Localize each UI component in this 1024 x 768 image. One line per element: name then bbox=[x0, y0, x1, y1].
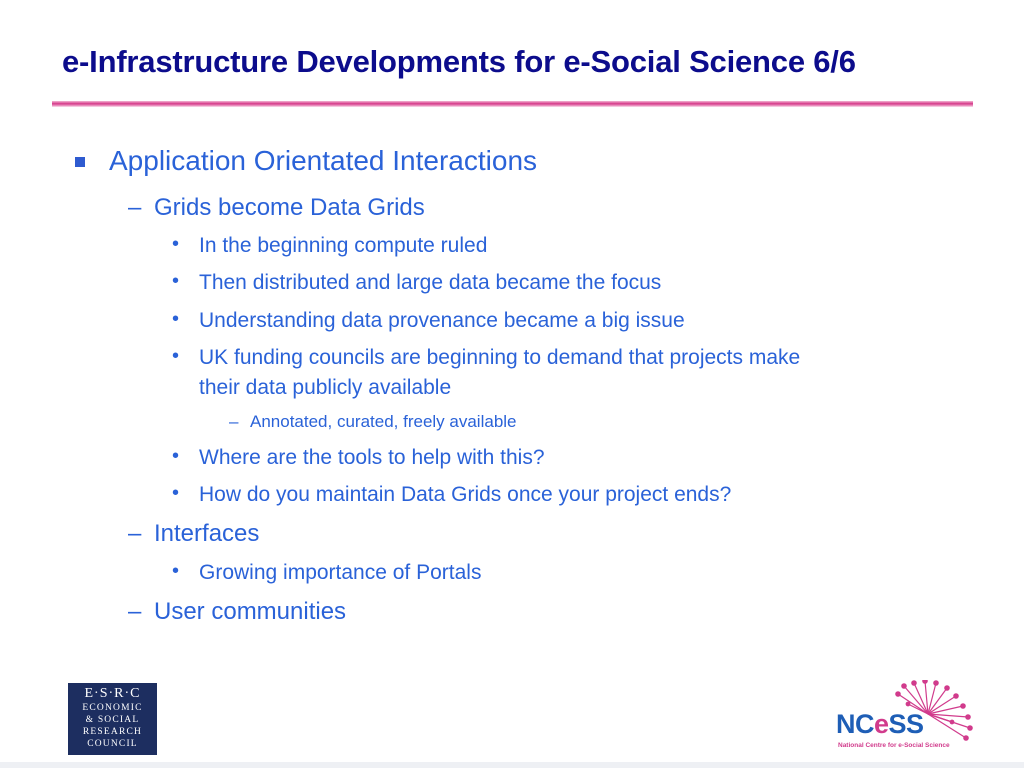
dot-marker: • bbox=[172, 233, 180, 255]
dot-marker: • bbox=[172, 308, 180, 330]
esrc-logo-line3: & SOCIAL bbox=[85, 715, 140, 725]
esrc-logo-line1: E·S·R·C bbox=[84, 686, 141, 701]
square-bullet bbox=[75, 157, 85, 167]
slide-footer-band bbox=[0, 762, 1024, 768]
title-underline bbox=[52, 101, 973, 107]
dot-marker: • bbox=[172, 345, 180, 367]
esrc-logo-line4: RESEARCH bbox=[82, 727, 143, 737]
dot-marker: • bbox=[172, 560, 180, 582]
esrc-logo bbox=[68, 683, 157, 755]
dash-marker: – bbox=[229, 412, 239, 431]
dot-marker: • bbox=[172, 445, 180, 467]
ncess-nc: NC bbox=[836, 709, 874, 739]
bullet-distributed-data: Then distributed and large data became the focus bbox=[199, 271, 662, 294]
bullet-annotated-curated: Annotated, curated, freely available bbox=[250, 412, 517, 431]
ncess-logo-subtitle: National Centre for e-Social Science bbox=[838, 742, 950, 749]
esrc-logo-line5: COUNCIL bbox=[87, 739, 138, 749]
dot-marker: • bbox=[172, 482, 180, 504]
ncess-logo-wordmark bbox=[836, 709, 924, 740]
dash-marker: – bbox=[128, 520, 142, 547]
dash-marker: – bbox=[128, 598, 142, 625]
bullet-maintain-data-grids: How do you maintain Data Grids once your project ends? bbox=[199, 483, 732, 506]
bullet-tools: Where are the tools to help with this? bbox=[199, 446, 545, 469]
dash-marker: – bbox=[128, 194, 142, 221]
ncess-e: e bbox=[874, 709, 889, 739]
bullet-compute-ruled: In the beginning compute ruled bbox=[199, 234, 488, 257]
bullet-grids-become-data-grids: Grids become Data Grids bbox=[154, 194, 425, 221]
bullet-user-communities: User communities bbox=[154, 598, 347, 625]
esrc-logo-line2: ECONOMIC bbox=[82, 703, 143, 713]
ncess-ss: SS bbox=[888, 709, 924, 739]
bullet-interfaces: Interfaces bbox=[154, 520, 260, 547]
slide-title: e-Infrastructure Developments for e-Social Science 6/6 bbox=[62, 44, 856, 79]
dot-marker: • bbox=[172, 270, 180, 292]
bullet-funding-councils-line1: UK funding councils are beginning to demand that projects make bbox=[199, 346, 801, 369]
bullet-funding-councils-line2: their data publicly available bbox=[199, 376, 452, 399]
bullet-data-provenance: Understanding data provenance became a big issue bbox=[199, 309, 685, 332]
bullet-portals: Growing importance of Portals bbox=[199, 561, 482, 584]
bullet-application-orientated-interactions: Application Orientated Interactions bbox=[109, 145, 538, 176]
